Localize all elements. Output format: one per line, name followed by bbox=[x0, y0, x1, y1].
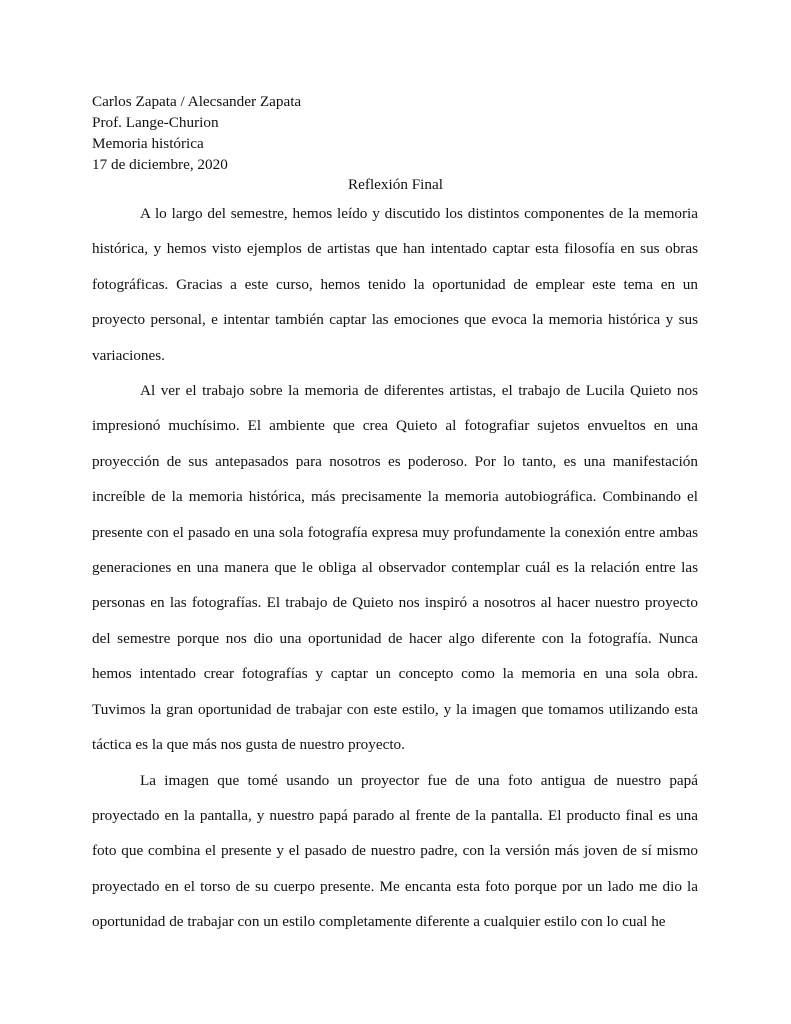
document-body bbox=[92, 196, 698, 940]
course-line: Memoria histórica bbox=[92, 135, 204, 152]
authors-line: Carlos Zapata / Alecsander Zapata bbox=[92, 93, 302, 110]
professor-line: Prof. Lange-Churion bbox=[92, 114, 219, 131]
paragraph-intro: A lo largo del semestre, hemos leído y discutido los distintos componentes de la memoria histórica, y hemos visto ejemplos de artistas que han intentado captar esta filosofía en sus obras fotográficas. Gracias a este curso, hemos tenido la oportunidad de emplear este tema en un proyecto personal, e intentar también captar las emociones que evoca la memoria histórica y sus variaciones. bbox=[92, 205, 698, 364]
paragraph-projector-image: La imagen que tomé usando un proyector fue de una foto antigua de nuestro papá proyectado en la pantalla, y nuestro papá parado al frente de la pantalla. El producto final es una foto que combina el presente y el pasado de nuestro padre, con la versión más joven de sí mismo proyectado en el torso de su cuerpo presente. Me encanta esta foto porque por un lado me dio la oportunidad de trabajar con un estilo completamente diferente a cualquier estilo con lo cual he bbox=[92, 771, 698, 931]
document-header bbox=[92, 91, 702, 175]
document-title: Reflexión Final bbox=[348, 176, 443, 193]
paragraph-quieto: Al ver el trabajo sobre la memoria de diferentes artistas, el trabajo de Lucila Quieto nos impresionó muchísimo. El ambiente que crea Quieto al fotografiar sujetos envueltos en una proyección de sus antepasados para nosotros es poderoso. Por lo tanto, es una manifestación increíble de la memoria histórica, más precisamente la memoria autobiográfica. Combinando el presente con el pasado en una sola fotografía expresa muy profundamente la conexión entre ambas generaciones en una manera que le obliga al observador contemplar cuál es la relación entre las personas en las fotografías. El trabajo de Quieto nos inspiró a nosotros al hacer nuestro proyecto del semestre porque nos dio una oportunidad de hacer algo diferente con la fotografía. Nunca hemos intentado crear fotografías y captar un concepto como la memoria en una sola obra. Tuvimos la gran oportunidad de trabajar con este estilo, y la imagen que tomamos utilizando esta táctica es la que más nos gusta de nuestro proyecto. bbox=[92, 382, 698, 754]
date-line: 17 de diciembre, 2020 bbox=[92, 156, 228, 173]
